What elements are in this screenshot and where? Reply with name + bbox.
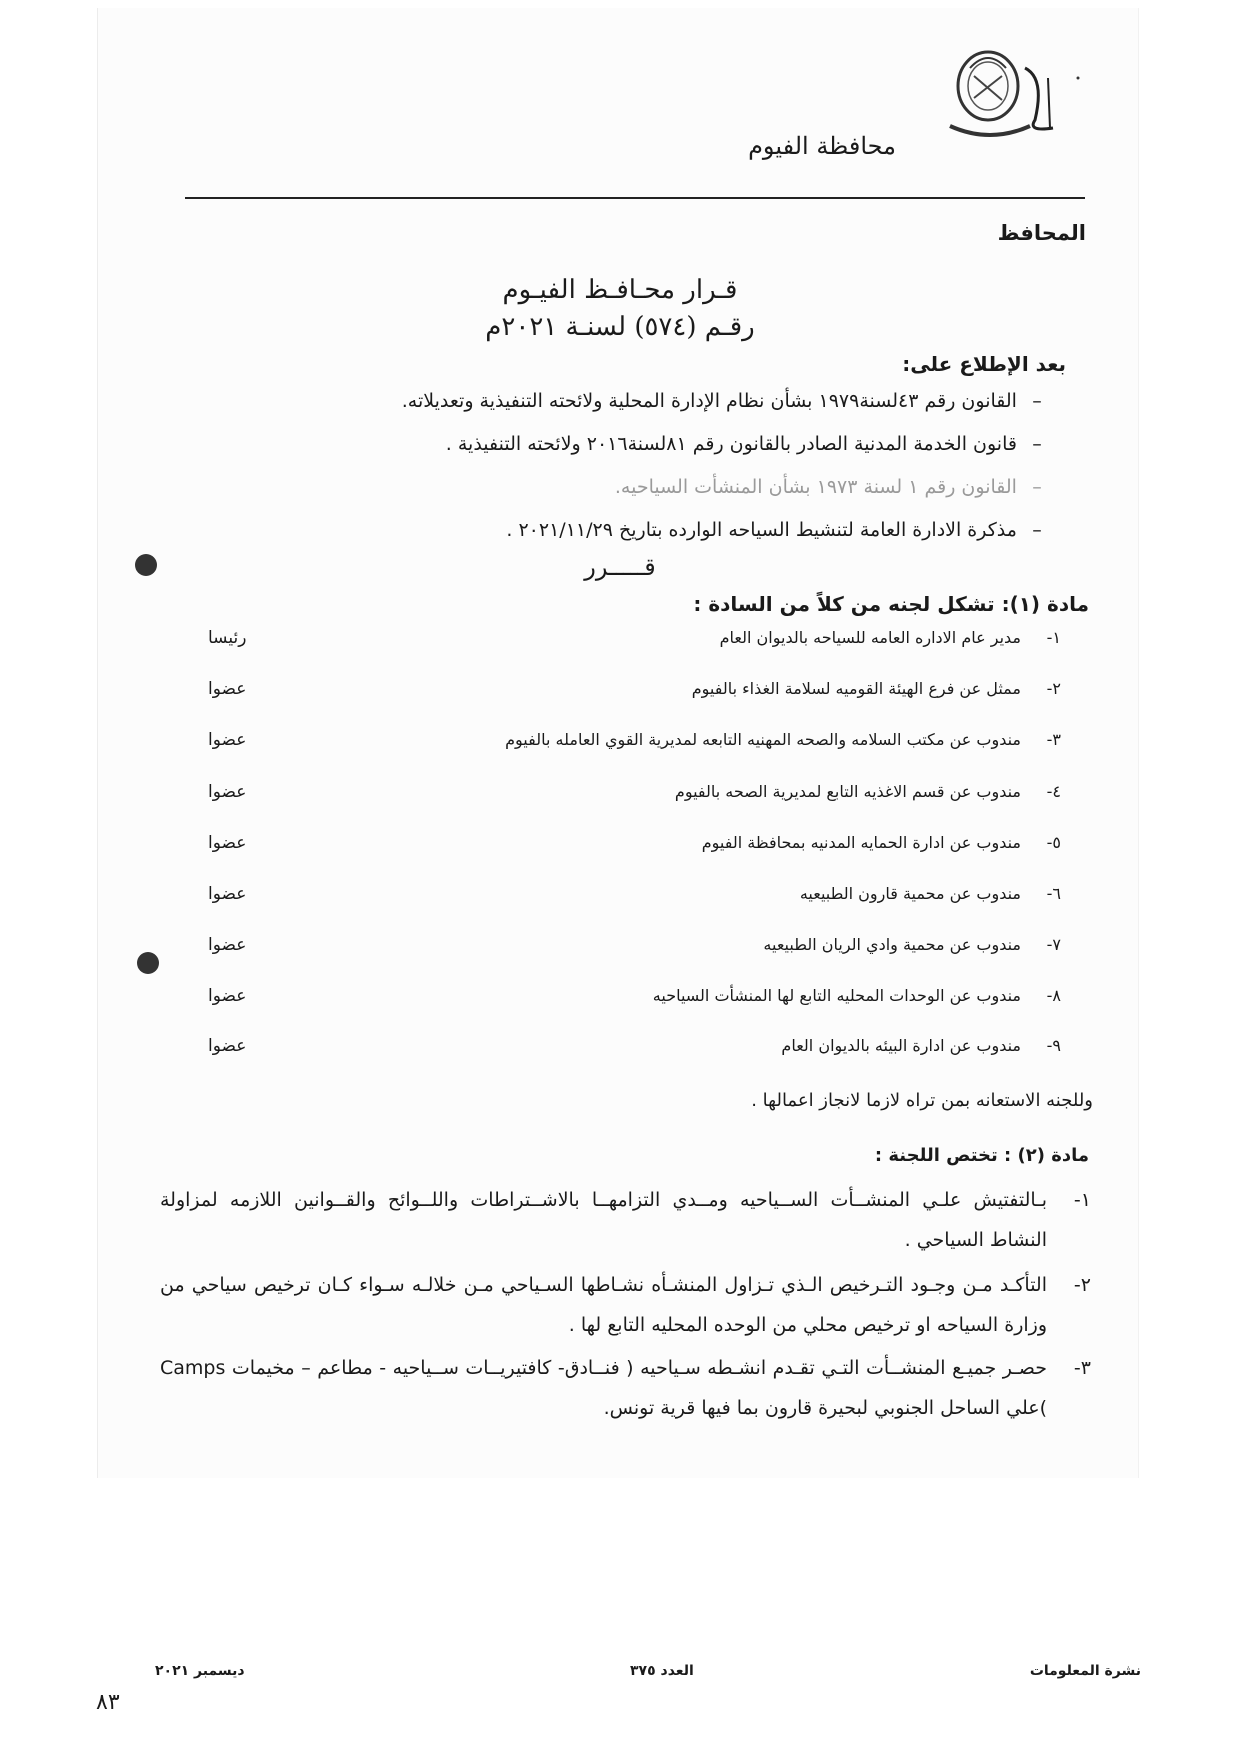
punch-hole bbox=[135, 554, 157, 576]
committee-member bbox=[200, 935, 1061, 965]
office-label: المحافظ bbox=[997, 221, 1086, 245]
member-number: ٦- bbox=[1046, 884, 1061, 903]
member-role: عضوا bbox=[208, 679, 247, 699]
footer-issue: العدد ٣٧٥ bbox=[630, 1663, 694, 1679]
reference-dash: – bbox=[1032, 476, 1042, 498]
reference-dash: – bbox=[1032, 433, 1042, 455]
duty-number: ١- bbox=[1073, 1189, 1091, 1211]
member-title: مندوب عن محمية وادي الريان الطبيعيه bbox=[763, 935, 1021, 954]
member-title: مندوب عن مكتب السلامه والصحه المهنيه التابعه لمديرية القوي العامله بالفيوم bbox=[505, 730, 1021, 749]
duty-number: ٣- bbox=[1073, 1357, 1091, 1379]
duty-text: حصـر جميـع المنشــأت التـي تقـدم انشـطه سـياحيه ( فنــادق- كافتيريــات ســياحيه - مطاعم – مخيمات Camps )علي الساحل الجنوبي لبحيرة قارون بما فيها قرية تونس. bbox=[160, 1357, 1047, 1419]
member-title: مندوب عن الوحدات المحليه التابع لها المنشأت السياحيه bbox=[652, 986, 1021, 1005]
footer-date: ديسمبر ٢٠٢١ bbox=[155, 1663, 245, 1679]
member-role: عضوا bbox=[208, 1036, 247, 1056]
assistance-clause: وللجنه الاستعانه بمن تراه لازما لانجاز اعمالها . bbox=[751, 1090, 1093, 1111]
member-number: ٣- bbox=[1046, 730, 1061, 749]
reference-text: القانون رقم ٤٣لسنة١٩٧٩ بشأن نظام الإدارة المحلية ولائحته التنفيذية وتعديلاته. bbox=[401, 390, 1017, 412]
committee-member bbox=[200, 782, 1061, 812]
reference-dash: – bbox=[1032, 390, 1042, 412]
committee-member bbox=[200, 730, 1061, 760]
page-number: ٨٣ bbox=[96, 1690, 120, 1715]
reference-text: القانون رقم ١ لسنة ١٩٧٣ بشأن المنشأت السياحيه. bbox=[614, 476, 1017, 498]
duty-text: التأكـد مـن وجـود التـرخيص الـذي تـزاول المنشـأه نشـاطها السـياحي مـن خلالـه سـواء كـان ترخيص سياحي من وزارة السياحه او ترخيص محلي من الوحده المحليه التابع لها . bbox=[160, 1274, 1047, 1336]
footer-publication: نشرة المعلومات bbox=[1029, 1663, 1141, 1679]
member-role: عضوا bbox=[208, 833, 247, 853]
committee-member bbox=[200, 884, 1061, 914]
reference-item bbox=[402, 390, 1051, 412]
reference-item bbox=[446, 433, 1051, 455]
committee-member bbox=[200, 679, 1061, 709]
committee-member bbox=[200, 986, 1061, 1016]
member-role: عضوا bbox=[208, 782, 247, 802]
duty-text: بـالتفتيش علـي المنشــأت الســياحيه ومــدي التزامهــا بالاشــتراطات واللــوائح والقــوانين اللازمه لمزاولة النشاط السياحي . bbox=[160, 1189, 1047, 1251]
duty-number: ٢- bbox=[1073, 1274, 1091, 1296]
committee-duty bbox=[160, 1265, 1091, 1345]
member-number: ١- bbox=[1046, 628, 1061, 647]
reference-dash: – bbox=[1032, 519, 1042, 541]
governorate-name: محافظة الفيوم bbox=[748, 132, 896, 160]
member-number: ٤- bbox=[1046, 782, 1061, 801]
preamble-heading: بعد الإطلاع على: bbox=[902, 352, 1066, 376]
committee-duty bbox=[160, 1348, 1091, 1428]
member-number: ٧- bbox=[1046, 935, 1061, 954]
member-role: رئيسا bbox=[208, 628, 247, 648]
member-role: عضوا bbox=[208, 730, 247, 750]
member-number: ٨- bbox=[1046, 986, 1061, 1005]
committee-member bbox=[200, 628, 1061, 658]
punch-hole bbox=[137, 952, 159, 974]
decree-number: رقـم (٥٧٤) لسنـة ٢٠٢١م bbox=[485, 312, 755, 342]
member-title: مندوب عن ادارة البيئه بالديوان العام bbox=[781, 1036, 1021, 1055]
header-divider bbox=[185, 197, 1085, 199]
member-number: ٢- bbox=[1046, 679, 1061, 698]
member-title: مندوب عن قسم الاغذيه التابع لمديرية الصحه بالفيوم bbox=[674, 782, 1021, 801]
member-number: ٥- bbox=[1046, 833, 1061, 852]
member-role: عضوا bbox=[208, 935, 247, 955]
decree-title: قـرار محـافـظ الفيـوم bbox=[502, 275, 738, 305]
reference-item bbox=[615, 476, 1051, 498]
member-role: عضوا bbox=[208, 884, 247, 904]
member-role: عضوا bbox=[208, 986, 247, 1006]
governorate-seal-icon bbox=[930, 38, 1080, 148]
article-1-heading: مادة (١): تشكل لجنه من كلاً من السادة : bbox=[693, 592, 1089, 616]
member-title: مدير عام الاداره العامه للسياحه بالديوان العام bbox=[719, 628, 1021, 647]
decided-label: قـــــرر bbox=[584, 553, 656, 581]
article-2-heading: مادة (٢) : تختص اللجنة : bbox=[874, 1145, 1089, 1166]
member-title: ممثل عن فرع الهيئة القوميه لسلامة الغذاء بالفيوم bbox=[691, 679, 1021, 698]
reference-text: قانون الخدمة المدنية الصادر بالقانون رقم ٨١لسنة٢٠١٦ ولائحته التنفيذية . bbox=[445, 433, 1017, 455]
committee-member bbox=[200, 833, 1061, 863]
reference-text: مذكرة الادارة العامة لتنشيط السياحه الوارده بتاريخ ٢٠٢١/١١/٢٩ . bbox=[506, 519, 1017, 541]
reference-item bbox=[506, 519, 1051, 541]
committee-member bbox=[200, 1036, 1061, 1066]
committee-duty bbox=[160, 1180, 1091, 1260]
member-title: مندوب عن ادارة الحمايه المدنيه بمحافظة الفيوم bbox=[701, 833, 1021, 852]
member-title: مندوب عن محمية قارون الطبيعيه bbox=[799, 884, 1021, 903]
member-number: ٩- bbox=[1046, 1036, 1061, 1055]
